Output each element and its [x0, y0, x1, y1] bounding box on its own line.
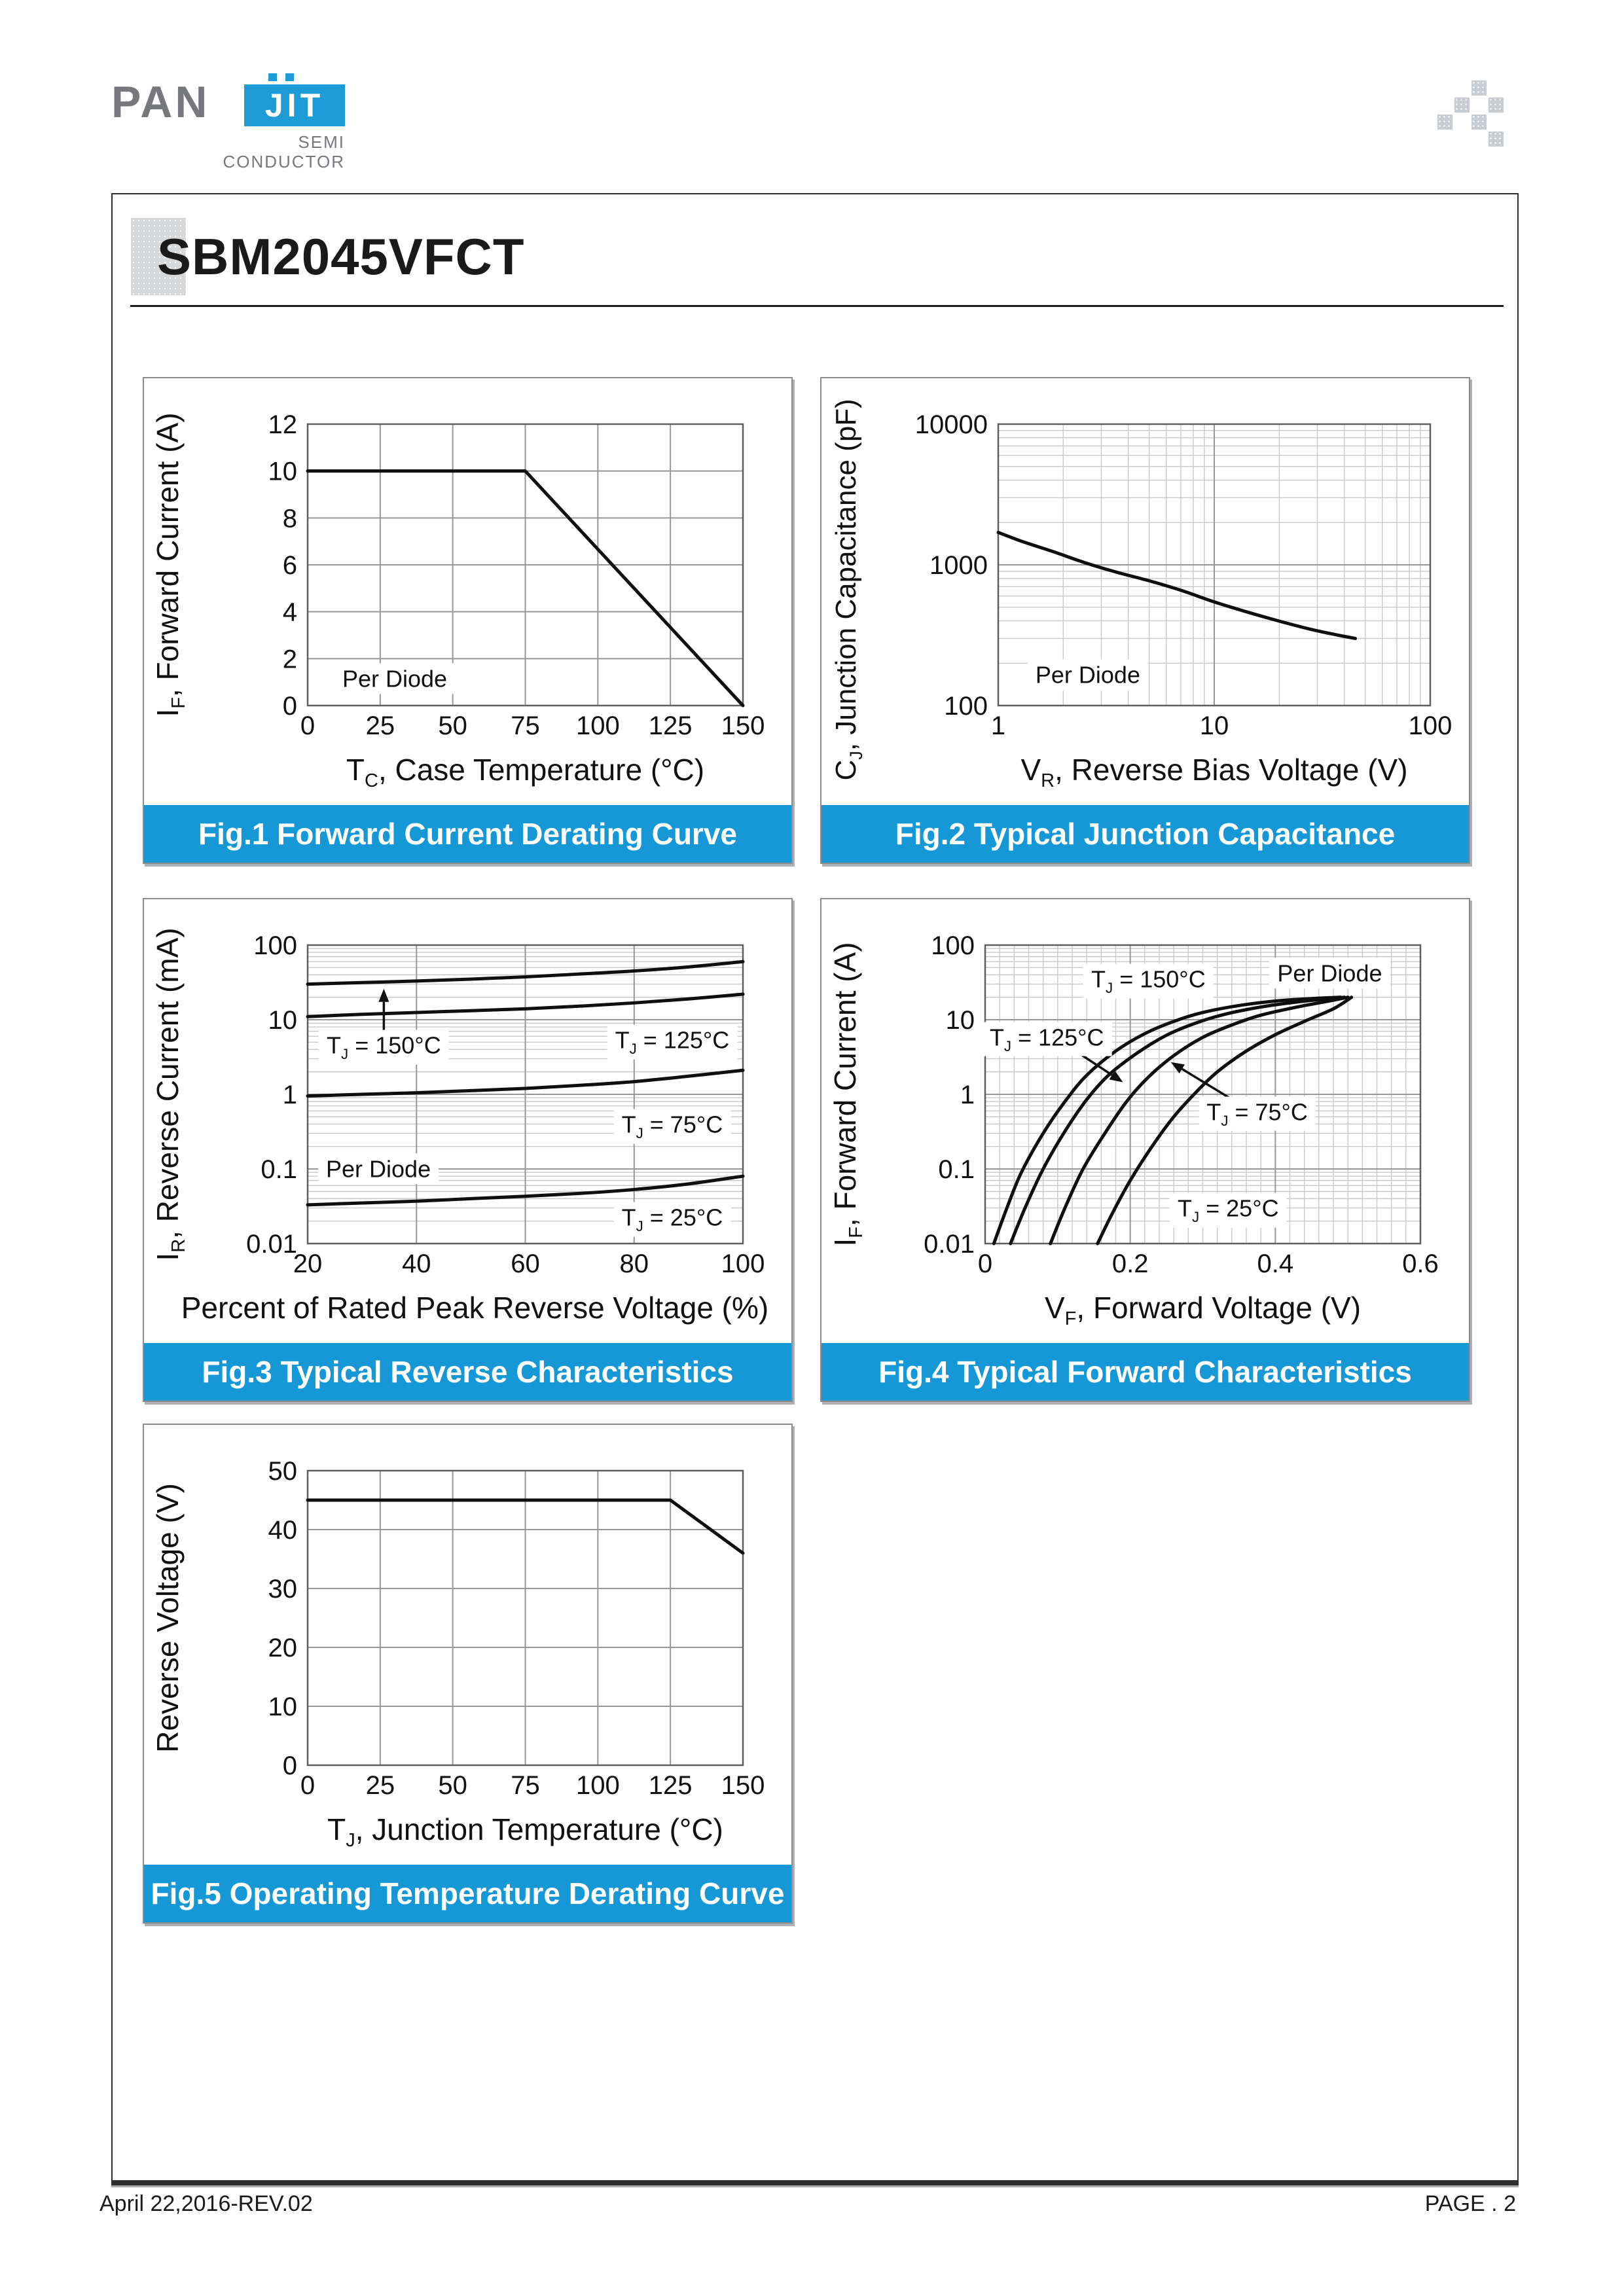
svg-text:0: 0 [300, 1771, 316, 1800]
svg-text:75: 75 [511, 711, 540, 740]
svg-text:0.1: 0.1 [938, 1155, 975, 1184]
plot-label: $T_J = 25^\circ C$ [1170, 1193, 1287, 1228]
chart-canvas-fig1 [144, 378, 789, 802]
svg-text:100: 100 [1408, 711, 1453, 740]
svg-text:CJ, Junction Capacitance (pF): $C_J$, Junction Capacitance (pF) [830, 399, 866, 781]
figure-box-fig5 [143, 1424, 793, 1924]
svg-text:IF, Forward Current (A): $I_F$, Forward Current (A) [151, 412, 189, 717]
svg-text:20: 20 [268, 1634, 297, 1662]
plot-label: $T_J = 150^\circ C$ [319, 1030, 449, 1064]
deco-square [1471, 115, 1487, 130]
svg-text:TJ, Junction Temperature (°C): $T_J$, Junction Temperature (°C) [327, 1812, 723, 1851]
chart-canvas-fig2 [821, 378, 1466, 802]
logo-jit-text: JIT [264, 87, 325, 124]
logo-jit-box [244, 84, 345, 126]
plot-label: Per Diode [334, 663, 455, 694]
plot-label: $T_J = 150^\circ C$ [1083, 963, 1214, 998]
plot-label: $T_J = 125^\circ C$ [982, 1022, 1112, 1056]
deco-square [1454, 98, 1470, 113]
svg-text:0.01: 0.01 [246, 1230, 297, 1259]
logo-dot-icon [285, 73, 294, 81]
plot-label: $T_J = 75^\circ C$ [614, 1109, 731, 1144]
plot-label: $T_J = 125^\circ C$ [607, 1025, 738, 1060]
svg-text:80: 80 [619, 1249, 649, 1278]
panjit-logo [111, 71, 360, 169]
svg-text:VF, Forward Voltage (V): $V_F$, Forward Voltage (V) [1044, 1291, 1362, 1329]
plot-label: $T_J = 75^\circ C$ [1199, 1096, 1316, 1131]
svg-text:IR, Reverse Current (mA): $I_R$, Reverse Current (mA) [151, 927, 189, 1261]
logo-pan-text: PAN [111, 77, 210, 127]
deco-square [1437, 115, 1453, 130]
svg-text:1: 1 [990, 711, 1006, 740]
plot-label: Per Diode [1028, 660, 1148, 691]
svg-text:50: 50 [268, 1457, 297, 1486]
svg-text:Percent of Rated Peak Reverse: Percent of Rated Peak Reverse Voltage (%) [181, 1291, 769, 1325]
svg-text:TC, Case Temperature (°C): $T_C$, Case Temperature (°C) [346, 753, 705, 791]
figure-box-fig3 [143, 898, 793, 1402]
figure-box-fig2 [820, 377, 1470, 864]
svg-text:10000: 10000 [914, 410, 988, 439]
svg-text:0.1: 0.1 [261, 1155, 297, 1184]
svg-text:100: 100 [575, 1771, 620, 1800]
svg-text:1: 1 [960, 1081, 975, 1109]
svg-text:125: 125 [648, 1771, 693, 1800]
svg-text:0.6: 0.6 [1402, 1249, 1439, 1278]
svg-text:6: 6 [282, 551, 297, 580]
svg-text:1: 1 [282, 1081, 297, 1109]
deco-square [1489, 98, 1504, 113]
svg-text:10: 10 [268, 457, 297, 486]
svg-text:100: 100 [721, 1249, 765, 1278]
figure-caption: Fig.1 Forward Current Derating Curve [144, 805, 791, 863]
svg-text:25: 25 [365, 1771, 395, 1800]
svg-text:100: 100 [575, 711, 620, 740]
plot-label: Per Diode [1269, 958, 1390, 988]
svg-text:30: 30 [268, 1575, 297, 1604]
figure-caption: Fig.3 Typical Reverse Characteristics [144, 1343, 791, 1401]
footer-page-number: PAGE . 2 [1424, 2191, 1516, 2216]
chart-area [144, 899, 789, 1340]
svg-text:2: 2 [282, 645, 297, 674]
svg-text:1000: 1000 [929, 551, 988, 580]
logo-conductor-text: CONDUCTOR [223, 152, 345, 171]
figure-box-fig1 [143, 377, 793, 864]
svg-text:12: 12 [268, 410, 297, 439]
svg-text:0.01: 0.01 [924, 1230, 975, 1259]
svg-text:VR, Reverse Bias Voltage (V): $V_R$, Reverse Bias Voltage (V) [1020, 753, 1408, 791]
svg-text:75: 75 [511, 1771, 540, 1800]
svg-text:40: 40 [268, 1516, 297, 1545]
svg-text:100: 100 [931, 931, 975, 960]
title-divider [130, 305, 1504, 307]
svg-text:50: 50 [438, 711, 467, 740]
svg-text:10: 10 [268, 1006, 297, 1035]
svg-text:100: 100 [253, 931, 297, 960]
svg-text:20: 20 [293, 1249, 323, 1278]
plot-label: $T_J = 25^\circ C$ [614, 1202, 731, 1237]
svg-text:4: 4 [282, 598, 297, 627]
chart-area [821, 899, 1466, 1340]
deco-square [1489, 132, 1504, 147]
svg-text:0: 0 [282, 692, 297, 721]
svg-text:150: 150 [721, 1771, 765, 1800]
svg-text:0.2: 0.2 [1111, 1249, 1149, 1278]
svg-text:25: 25 [365, 711, 395, 740]
svg-text:0.4: 0.4 [1257, 1249, 1294, 1278]
chart-area [144, 378, 789, 802]
logo-dot-icon [268, 73, 277, 81]
svg-text:0: 0 [977, 1249, 993, 1278]
svg-text:0: 0 [282, 1751, 297, 1780]
svg-text:150: 150 [721, 711, 765, 740]
chart-area [821, 378, 1466, 802]
svg-text:10: 10 [945, 1006, 975, 1035]
svg-text:10: 10 [1199, 711, 1229, 740]
page-title: SBM2045VFCT [157, 228, 525, 285]
svg-text:IF, Forward Current (A): $I_F$, Forward Current (A) [828, 942, 867, 1247]
svg-text:40: 40 [402, 1249, 431, 1278]
chart-canvas-fig5 [144, 1425, 789, 1862]
svg-text:8: 8 [282, 504, 297, 533]
deco-dots-pattern [1437, 81, 1506, 149]
svg-text:125: 125 [648, 711, 693, 740]
chart-area [144, 1425, 789, 1862]
plot-label: Per Diode [318, 1153, 439, 1184]
svg-text:50: 50 [438, 1771, 467, 1800]
figure-box-fig4 [820, 898, 1470, 1402]
logo-semi-text: SEMI [298, 132, 345, 152]
svg-text:10: 10 [268, 1693, 297, 1721]
footer-revision-date: April 22,2016-REV.02 [99, 2191, 313, 2216]
figure-caption: Fig.2 Typical Junction Capacitance [821, 805, 1469, 863]
figure-caption: Fig.4 Typical Forward Characteristics [821, 1343, 1469, 1401]
svg-text:60: 60 [511, 1249, 540, 1278]
svg-text:0: 0 [300, 711, 316, 740]
svg-text:100: 100 [944, 692, 988, 721]
svg-text:Reverse Voltage (V): Reverse Voltage (V) [151, 1483, 185, 1753]
deco-square [1471, 81, 1487, 96]
figure-caption: Fig.5 Operating Temperature Derating Curve [144, 1865, 791, 1922]
